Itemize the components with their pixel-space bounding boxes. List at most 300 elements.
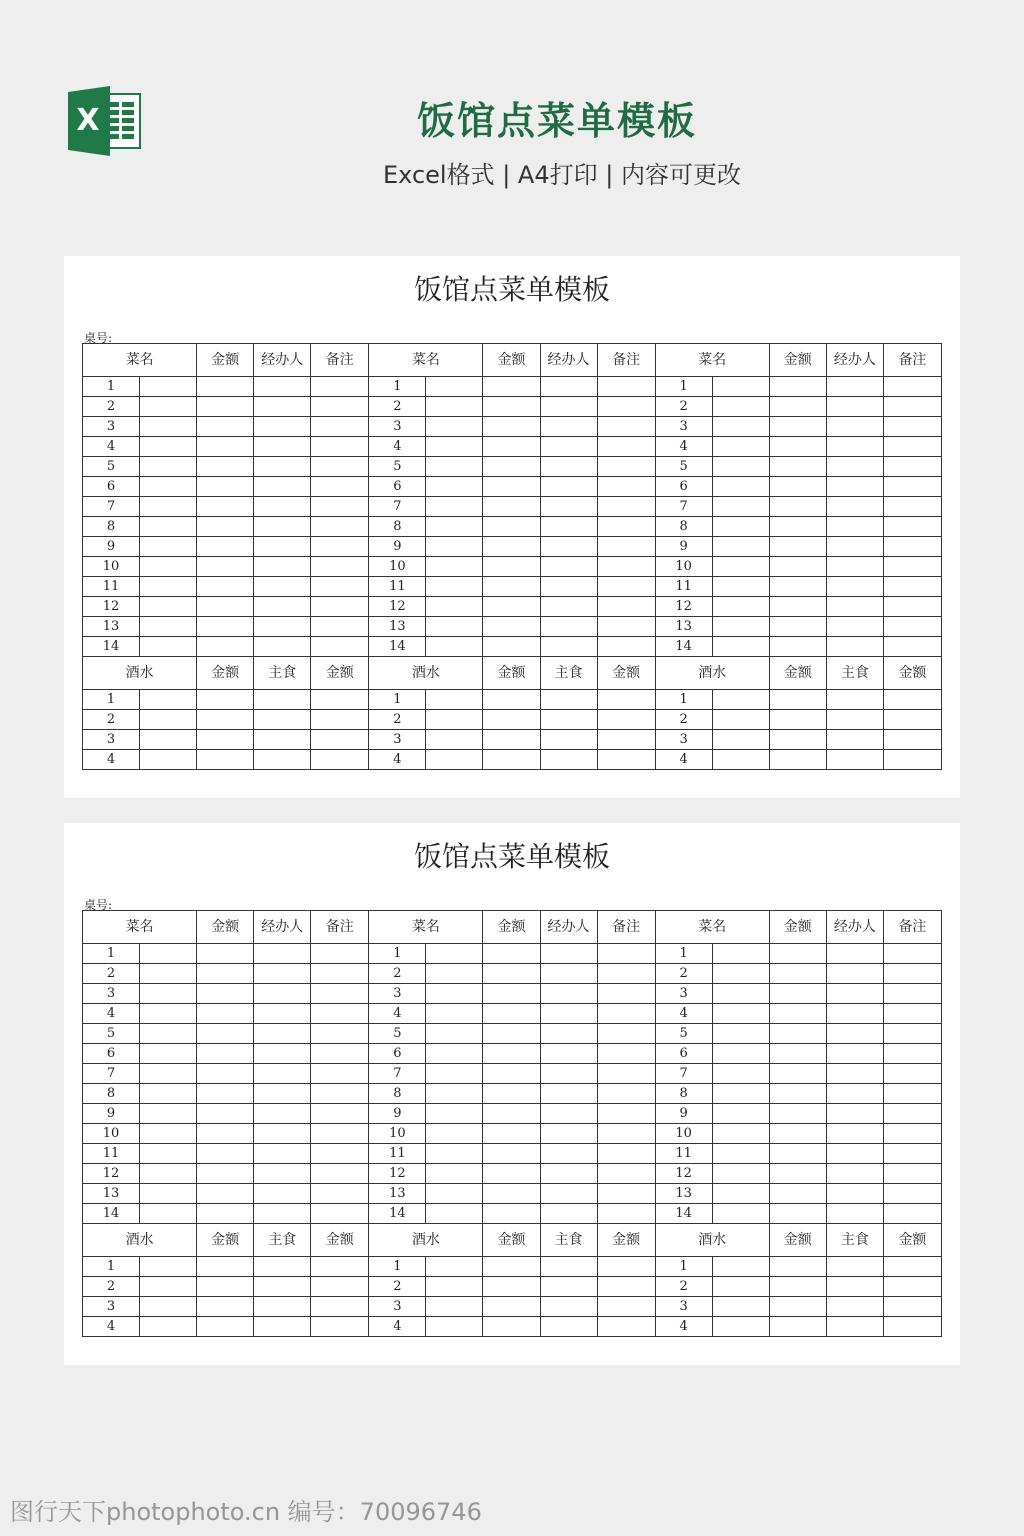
input-cell[interactable]	[311, 457, 369, 477]
input-cell[interactable]	[311, 397, 369, 417]
input-cell[interactable]	[311, 437, 369, 457]
input-cell[interactable]	[540, 1184, 597, 1204]
input-cell[interactable]	[311, 377, 369, 397]
input-cell[interactable]	[426, 1277, 483, 1297]
input-cell[interactable]	[426, 1104, 483, 1124]
input-cell[interactable]	[712, 1164, 769, 1184]
input-cell[interactable]	[140, 637, 197, 657]
input-cell[interactable]	[254, 1184, 311, 1204]
input-cell[interactable]	[769, 690, 826, 710]
input-cell[interactable]	[197, 690, 254, 710]
input-cell[interactable]	[540, 597, 597, 617]
input-cell[interactable]	[426, 1297, 483, 1317]
input-cell[interactable]	[254, 710, 311, 730]
input-cell[interactable]	[712, 437, 769, 457]
input-cell[interactable]	[483, 984, 540, 1004]
input-cell[interactable]	[254, 964, 311, 984]
input-cell[interactable]	[769, 1064, 826, 1084]
input-cell[interactable]	[883, 457, 941, 477]
input-cell[interactable]	[540, 637, 597, 657]
input-cell[interactable]	[483, 417, 540, 437]
input-cell[interactable]	[826, 1104, 883, 1124]
input-cell[interactable]	[712, 417, 769, 437]
input-cell[interactable]	[883, 1144, 941, 1164]
input-cell[interactable]	[140, 1004, 197, 1024]
input-cell[interactable]	[140, 1044, 197, 1064]
input-cell[interactable]	[769, 417, 826, 437]
input-cell[interactable]	[826, 457, 883, 477]
input-cell[interactable]	[883, 1004, 941, 1024]
input-cell[interactable]	[769, 1104, 826, 1124]
input-cell[interactable]	[712, 377, 769, 397]
input-cell[interactable]	[254, 944, 311, 964]
input-cell[interactable]	[826, 417, 883, 437]
input-cell[interactable]	[826, 577, 883, 597]
input-cell[interactable]	[197, 537, 254, 557]
input-cell[interactable]	[311, 1257, 369, 1277]
input-cell[interactable]	[712, 617, 769, 637]
input-cell[interactable]	[883, 1317, 941, 1337]
input-cell[interactable]	[140, 750, 197, 770]
input-cell[interactable]	[826, 1184, 883, 1204]
input-cell[interactable]	[826, 690, 883, 710]
input-cell[interactable]	[712, 457, 769, 477]
input-cell[interactable]	[140, 984, 197, 1004]
input-cell[interactable]	[140, 537, 197, 557]
input-cell[interactable]	[483, 690, 540, 710]
input-cell[interactable]	[254, 517, 311, 537]
input-cell[interactable]	[254, 557, 311, 577]
input-cell[interactable]	[712, 397, 769, 417]
input-cell[interactable]	[140, 730, 197, 750]
input-cell[interactable]	[254, 457, 311, 477]
input-cell[interactable]	[540, 457, 597, 477]
input-cell[interactable]	[197, 557, 254, 577]
input-cell[interactable]	[597, 1277, 655, 1297]
input-cell[interactable]	[826, 1257, 883, 1277]
input-cell[interactable]	[769, 517, 826, 537]
input-cell[interactable]	[254, 397, 311, 417]
input-cell[interactable]	[597, 617, 655, 637]
input-cell[interactable]	[597, 397, 655, 417]
input-cell[interactable]	[540, 1164, 597, 1184]
input-cell[interactable]	[826, 944, 883, 964]
input-cell[interactable]	[254, 1104, 311, 1124]
input-cell[interactable]	[426, 944, 483, 964]
input-cell[interactable]	[197, 710, 254, 730]
input-cell[interactable]	[426, 457, 483, 477]
input-cell[interactable]	[426, 477, 483, 497]
input-cell[interactable]	[883, 397, 941, 417]
input-cell[interactable]	[426, 497, 483, 517]
input-cell[interactable]	[883, 597, 941, 617]
input-cell[interactable]	[311, 537, 369, 557]
input-cell[interactable]	[540, 577, 597, 597]
input-cell[interactable]	[540, 1257, 597, 1277]
input-cell[interactable]	[712, 1204, 769, 1224]
input-cell[interactable]	[769, 477, 826, 497]
input-cell[interactable]	[826, 617, 883, 637]
input-cell[interactable]	[826, 1204, 883, 1224]
input-cell[interactable]	[597, 517, 655, 537]
input-cell[interactable]	[769, 730, 826, 750]
input-cell[interactable]	[883, 557, 941, 577]
input-cell[interactable]	[140, 1144, 197, 1164]
input-cell[interactable]	[883, 1277, 941, 1297]
input-cell[interactable]	[140, 1064, 197, 1084]
input-cell[interactable]	[826, 557, 883, 577]
input-cell[interactable]	[712, 517, 769, 537]
input-cell[interactable]	[254, 1297, 311, 1317]
input-cell[interactable]	[311, 1184, 369, 1204]
input-cell[interactable]	[769, 397, 826, 417]
input-cell[interactable]	[483, 710, 540, 730]
input-cell[interactable]	[254, 617, 311, 637]
input-cell[interactable]	[197, 1144, 254, 1164]
input-cell[interactable]	[483, 1277, 540, 1297]
input-cell[interactable]	[540, 1024, 597, 1044]
input-cell[interactable]	[254, 1004, 311, 1024]
input-cell[interactable]	[254, 984, 311, 1004]
input-cell[interactable]	[197, 397, 254, 417]
input-cell[interactable]	[826, 1277, 883, 1297]
input-cell[interactable]	[597, 1184, 655, 1204]
input-cell[interactable]	[712, 1044, 769, 1064]
input-cell[interactable]	[197, 1184, 254, 1204]
input-cell[interactable]	[597, 637, 655, 657]
input-cell[interactable]	[197, 1164, 254, 1184]
input-cell[interactable]	[311, 944, 369, 964]
input-cell[interactable]	[140, 1184, 197, 1204]
input-cell[interactable]	[197, 417, 254, 437]
input-cell[interactable]	[254, 477, 311, 497]
input-cell[interactable]	[311, 1164, 369, 1184]
input-cell[interactable]	[311, 690, 369, 710]
input-cell[interactable]	[426, 1204, 483, 1224]
input-cell[interactable]	[197, 984, 254, 1004]
input-cell[interactable]	[426, 710, 483, 730]
input-cell[interactable]	[311, 710, 369, 730]
input-cell[interactable]	[254, 1024, 311, 1044]
input-cell[interactable]	[254, 750, 311, 770]
input-cell[interactable]	[426, 637, 483, 657]
input-cell[interactable]	[712, 710, 769, 730]
input-cell[interactable]	[140, 1104, 197, 1124]
input-cell[interactable]	[483, 1064, 540, 1084]
input-cell[interactable]	[826, 1164, 883, 1184]
input-cell[interactable]	[483, 597, 540, 617]
input-cell[interactable]	[712, 637, 769, 657]
input-cell[interactable]	[140, 1257, 197, 1277]
input-cell[interactable]	[597, 690, 655, 710]
input-cell[interactable]	[540, 437, 597, 457]
input-cell[interactable]	[597, 437, 655, 457]
input-cell[interactable]	[197, 1024, 254, 1044]
input-cell[interactable]	[483, 750, 540, 770]
input-cell[interactable]	[769, 497, 826, 517]
input-cell[interactable]	[197, 1104, 254, 1124]
input-cell[interactable]	[540, 377, 597, 397]
input-cell[interactable]	[883, 1204, 941, 1224]
input-cell[interactable]	[197, 497, 254, 517]
input-cell[interactable]	[140, 477, 197, 497]
input-cell[interactable]	[883, 690, 941, 710]
input-cell[interactable]	[769, 1084, 826, 1104]
input-cell[interactable]	[197, 1124, 254, 1144]
input-cell[interactable]	[426, 1004, 483, 1024]
input-cell[interactable]	[140, 437, 197, 457]
input-cell[interactable]	[883, 617, 941, 637]
input-cell[interactable]	[197, 1257, 254, 1277]
input-cell[interactable]	[712, 1297, 769, 1317]
input-cell[interactable]	[140, 1297, 197, 1317]
input-cell[interactable]	[769, 1297, 826, 1317]
input-cell[interactable]	[597, 537, 655, 557]
input-cell[interactable]	[540, 477, 597, 497]
input-cell[interactable]	[426, 557, 483, 577]
input-cell[interactable]	[712, 1184, 769, 1204]
input-cell[interactable]	[597, 497, 655, 517]
input-cell[interactable]	[311, 1277, 369, 1297]
input-cell[interactable]	[540, 1204, 597, 1224]
input-cell[interactable]	[712, 557, 769, 577]
input-cell[interactable]	[426, 597, 483, 617]
input-cell[interactable]	[254, 577, 311, 597]
input-cell[interactable]	[197, 730, 254, 750]
input-cell[interactable]	[540, 1044, 597, 1064]
input-cell[interactable]	[197, 1064, 254, 1084]
input-cell[interactable]	[483, 1164, 540, 1184]
input-cell[interactable]	[254, 437, 311, 457]
input-cell[interactable]	[140, 1124, 197, 1144]
input-cell[interactable]	[540, 557, 597, 577]
input-cell[interactable]	[826, 1084, 883, 1104]
input-cell[interactable]	[483, 1004, 540, 1024]
input-cell[interactable]	[254, 377, 311, 397]
input-cell[interactable]	[426, 617, 483, 637]
input-cell[interactable]	[311, 1204, 369, 1224]
input-cell[interactable]	[769, 1144, 826, 1164]
input-cell[interactable]	[254, 537, 311, 557]
input-cell[interactable]	[712, 1277, 769, 1297]
input-cell[interactable]	[883, 477, 941, 497]
input-cell[interactable]	[826, 1064, 883, 1084]
input-cell[interactable]	[712, 690, 769, 710]
input-cell[interactable]	[883, 1064, 941, 1084]
input-cell[interactable]	[311, 617, 369, 637]
input-cell[interactable]	[540, 1064, 597, 1084]
input-cell[interactable]	[769, 377, 826, 397]
input-cell[interactable]	[483, 1084, 540, 1104]
input-cell[interactable]	[140, 617, 197, 637]
input-cell[interactable]	[197, 437, 254, 457]
input-cell[interactable]	[769, 1164, 826, 1184]
input-cell[interactable]	[140, 964, 197, 984]
input-cell[interactable]	[254, 1124, 311, 1144]
input-cell[interactable]	[140, 497, 197, 517]
input-cell[interactable]	[883, 944, 941, 964]
input-cell[interactable]	[540, 1104, 597, 1124]
input-cell[interactable]	[597, 477, 655, 497]
input-cell[interactable]	[140, 944, 197, 964]
input-cell[interactable]	[540, 517, 597, 537]
input-cell[interactable]	[597, 577, 655, 597]
input-cell[interactable]	[540, 690, 597, 710]
input-cell[interactable]	[826, 637, 883, 657]
input-cell[interactable]	[712, 477, 769, 497]
input-cell[interactable]	[712, 1004, 769, 1024]
input-cell[interactable]	[140, 1024, 197, 1044]
input-cell[interactable]	[883, 537, 941, 557]
input-cell[interactable]	[311, 597, 369, 617]
input-cell[interactable]	[140, 1084, 197, 1104]
input-cell[interactable]	[597, 1024, 655, 1044]
input-cell[interactable]	[311, 477, 369, 497]
input-cell[interactable]	[483, 944, 540, 964]
input-cell[interactable]	[597, 1124, 655, 1144]
input-cell[interactable]	[483, 497, 540, 517]
input-cell[interactable]	[769, 1004, 826, 1024]
input-cell[interactable]	[426, 397, 483, 417]
input-cell[interactable]	[426, 1124, 483, 1144]
input-cell[interactable]	[597, 1004, 655, 1024]
input-cell[interactable]	[426, 750, 483, 770]
input-cell[interactable]	[483, 437, 540, 457]
input-cell[interactable]	[883, 984, 941, 1004]
input-cell[interactable]	[254, 1084, 311, 1104]
input-cell[interactable]	[254, 1144, 311, 1164]
input-cell[interactable]	[483, 537, 540, 557]
input-cell[interactable]	[140, 1164, 197, 1184]
input-cell[interactable]	[769, 1184, 826, 1204]
input-cell[interactable]	[769, 964, 826, 984]
input-cell[interactable]	[597, 597, 655, 617]
input-cell[interactable]	[197, 964, 254, 984]
input-cell[interactable]	[426, 1084, 483, 1104]
input-cell[interactable]	[426, 417, 483, 437]
input-cell[interactable]	[712, 730, 769, 750]
input-cell[interactable]	[311, 1297, 369, 1317]
input-cell[interactable]	[483, 1297, 540, 1317]
input-cell[interactable]	[483, 557, 540, 577]
input-cell[interactable]	[311, 730, 369, 750]
input-cell[interactable]	[540, 1084, 597, 1104]
input-cell[interactable]	[597, 1064, 655, 1084]
input-cell[interactable]	[426, 1024, 483, 1044]
input-cell[interactable]	[769, 437, 826, 457]
input-cell[interactable]	[311, 517, 369, 537]
input-cell[interactable]	[826, 1297, 883, 1317]
input-cell[interactable]	[197, 1317, 254, 1337]
input-cell[interactable]	[483, 1317, 540, 1337]
input-cell[interactable]	[483, 577, 540, 597]
input-cell[interactable]	[826, 397, 883, 417]
input-cell[interactable]	[597, 1044, 655, 1064]
input-cell[interactable]	[883, 517, 941, 537]
input-cell[interactable]	[883, 417, 941, 437]
input-cell[interactable]	[311, 1064, 369, 1084]
input-cell[interactable]	[712, 1024, 769, 1044]
input-cell[interactable]	[540, 1317, 597, 1337]
input-cell[interactable]	[597, 1104, 655, 1124]
input-cell[interactable]	[712, 537, 769, 557]
input-cell[interactable]	[483, 730, 540, 750]
input-cell[interactable]	[826, 477, 883, 497]
input-cell[interactable]	[426, 437, 483, 457]
input-cell[interactable]	[140, 1277, 197, 1297]
input-cell[interactable]	[769, 577, 826, 597]
input-cell[interactable]	[597, 1164, 655, 1184]
input-cell[interactable]	[712, 597, 769, 617]
input-cell[interactable]	[712, 1104, 769, 1124]
input-cell[interactable]	[140, 710, 197, 730]
input-cell[interactable]	[769, 1277, 826, 1297]
input-cell[interactable]	[540, 730, 597, 750]
input-cell[interactable]	[197, 1277, 254, 1297]
input-cell[interactable]	[254, 1204, 311, 1224]
input-cell[interactable]	[426, 1257, 483, 1277]
input-cell[interactable]	[883, 377, 941, 397]
input-cell[interactable]	[140, 417, 197, 437]
input-cell[interactable]	[140, 690, 197, 710]
input-cell[interactable]	[883, 750, 941, 770]
input-cell[interactable]	[883, 577, 941, 597]
input-cell[interactable]	[826, 750, 883, 770]
input-cell[interactable]	[883, 964, 941, 984]
input-cell[interactable]	[483, 477, 540, 497]
input-cell[interactable]	[826, 377, 883, 397]
input-cell[interactable]	[826, 497, 883, 517]
input-cell[interactable]	[197, 517, 254, 537]
input-cell[interactable]	[712, 750, 769, 770]
input-cell[interactable]	[254, 730, 311, 750]
input-cell[interactable]	[197, 637, 254, 657]
input-cell[interactable]	[140, 457, 197, 477]
input-cell[interactable]	[483, 964, 540, 984]
input-cell[interactable]	[426, 1184, 483, 1204]
input-cell[interactable]	[140, 517, 197, 537]
input-cell[interactable]	[426, 984, 483, 1004]
input-cell[interactable]	[769, 1124, 826, 1144]
input-cell[interactable]	[197, 1044, 254, 1064]
input-cell[interactable]	[311, 964, 369, 984]
input-cell[interactable]	[883, 1164, 941, 1184]
input-cell[interactable]	[426, 1044, 483, 1064]
input-cell[interactable]	[712, 984, 769, 1004]
input-cell[interactable]	[826, 1317, 883, 1337]
input-cell[interactable]	[883, 1104, 941, 1124]
input-cell[interactable]	[140, 397, 197, 417]
input-cell[interactable]	[769, 1257, 826, 1277]
input-cell[interactable]	[311, 637, 369, 657]
input-cell[interactable]	[597, 944, 655, 964]
input-cell[interactable]	[883, 1184, 941, 1204]
input-cell[interactable]	[540, 1277, 597, 1297]
input-cell[interactable]	[883, 1084, 941, 1104]
input-cell[interactable]	[426, 964, 483, 984]
input-cell[interactable]	[197, 617, 254, 637]
input-cell[interactable]	[597, 984, 655, 1004]
input-cell[interactable]	[826, 537, 883, 557]
input-cell[interactable]	[483, 517, 540, 537]
input-cell[interactable]	[140, 1204, 197, 1224]
input-cell[interactable]	[254, 1317, 311, 1337]
input-cell[interactable]	[769, 457, 826, 477]
input-cell[interactable]	[769, 637, 826, 657]
input-cell[interactable]	[254, 1064, 311, 1084]
input-cell[interactable]	[426, 690, 483, 710]
input-cell[interactable]	[197, 457, 254, 477]
